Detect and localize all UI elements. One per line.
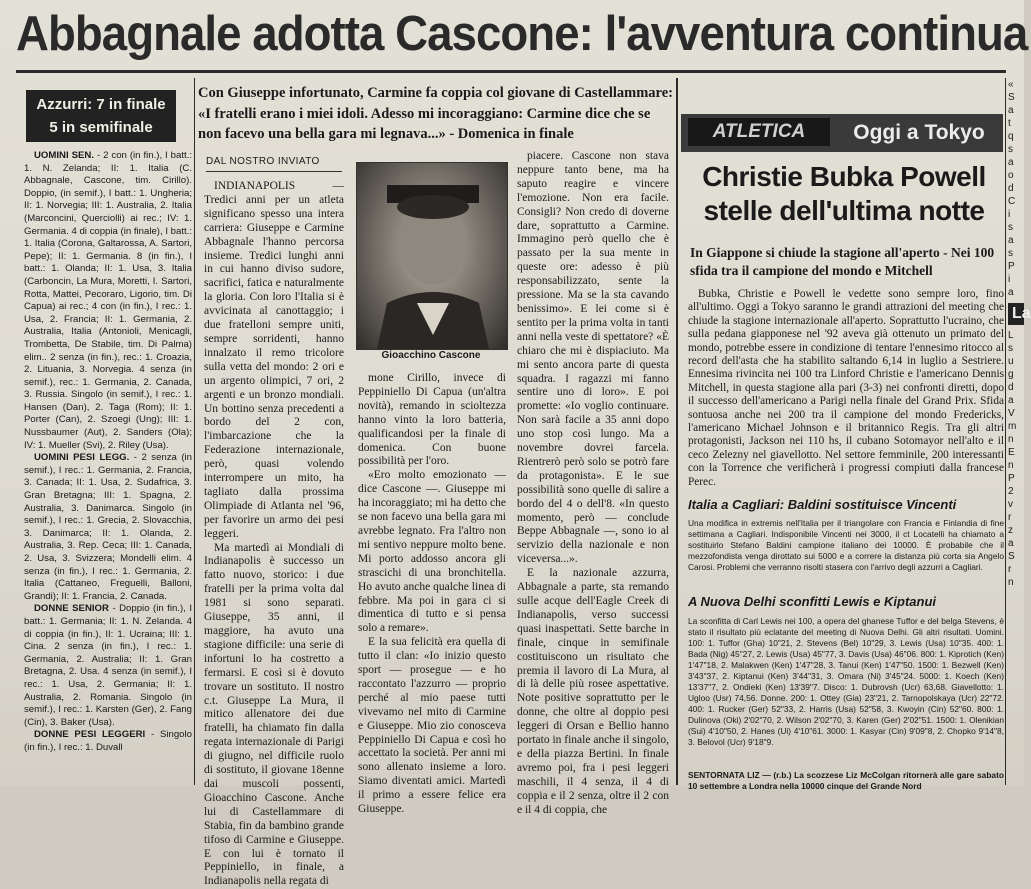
edge-line: v	[1008, 499, 1013, 510]
edge-line: P	[1008, 473, 1015, 484]
edge-line: m	[1008, 421, 1017, 432]
photo-caption: Gioacchino Cascone	[381, 350, 481, 361]
article-paragraph: «Ero molto emozionato — dice Cascone —. Giuseppe mi ha incoraggiato; mi ha detto che se non facevo una bella gara mi avrebbe legnato. Fra l'altro non mi sentivo neppure molto bene. Mi porto addosso ancora gli strascichi di una bronchitella. Ho avuto anche qualche linea di febbre. Ma poi in gara ci si dimentica di tutto e si pensa solo a remare».	[358, 469, 506, 635]
edge-line: q	[1008, 131, 1014, 142]
edge-line: n	[1008, 434, 1014, 445]
edge-line: s	[1008, 144, 1013, 155]
athletics-article	[688, 288, 1004, 488]
article-subheadline: Con Giuseppe infortunato, Carmine fa coppia col giovane di Castellammare: «I fratelli erano i miei idoli. Adesso mi incoraggiano: Carmine dice che se non facevo una bella gara mi legnava...» - Domenica in finale	[198, 85, 673, 142]
edge-line: a	[1008, 157, 1014, 168]
edge-line: L	[1008, 330, 1014, 341]
edge-line: i	[1008, 209, 1011, 220]
edge-line: s	[1008, 343, 1013, 354]
edge-line: C	[1008, 196, 1016, 207]
edge-line: a	[1008, 287, 1014, 298]
edge-line: a	[1008, 395, 1014, 406]
article-column-3	[517, 150, 670, 816]
portrait-figure	[357, 163, 507, 349]
edge-line: S	[1008, 92, 1015, 103]
edge-line: 2	[1008, 486, 1014, 497]
edge-line: r	[1008, 512, 1012, 523]
edge-line: s	[1008, 222, 1013, 233]
edge-line: d	[1008, 183, 1014, 194]
edge-line: r	[1008, 564, 1012, 575]
results-text: - 2 senza (in semif.), I rec.: 1. Germania, 2. Francia, 3. Canada; II: 1. Usa, 2. Sudafrica, 3. Gran Bretagna; III: 1. Spagna, 2. Australia, 3. Danimarca. Singolo (in semif.), I rec.: 1. Grecia, 2. Slovacchia, 3. Danimarca; II: 1. Olanda, 2. Australia, 3. Rep. Ceca; III: 1. Canada, 2. Usa, 3. Svizzera; Mondelli elim. 4 senza (in fin.), I rec.: 1. Germania, 2. Italia (Cattaneo, Freguelli, Balloni, Grandi); II: 1. Francia, 2. Canada.	[24, 452, 193, 602]
edge-line: s	[1008, 248, 1013, 259]
results-block	[24, 729, 192, 754]
edge-line: g	[1008, 369, 1014, 380]
article-paragraph: E la sua felicità era quella di tutto il clan: «Io inizio questo sport — prosegue — e ho raccontato l'azzurro — proprio perché al mio paese tutti vivevamo nel mito di Carmine e Giuseppe. Mio zio conosceva Peppiniello Di Capua e così ho accettato la società. Per anni mi sono allenato insieme a loro. Siamo diventati amici. Martedì il primo a essere felice era Giuseppe.	[358, 636, 506, 816]
portrait-photo	[356, 162, 508, 350]
edge-divider	[1005, 78, 1006, 785]
story3-title: A Nuova Delhi sconfitti Lewis e Kiptanui	[688, 594, 936, 609]
section-date: Oggi a Tokyo	[853, 121, 985, 144]
results-section-title: DONNE PESI LEGGERI	[34, 729, 146, 741]
edge-line: S	[1008, 551, 1015, 562]
article-paragraph: E la nazionale azzurra, Abbagnale a parte, sta remando sulle acque dell'Eagle Creek di Indianapolis, verso successi quasi inaspettati. Sette barche in finale, cinque in semifinale costituiscono un risultato che premia il lavoro di La Mura, al di là delle più rosee aspettative. Note positive soprattutto per le donne, che oltre al doppio pesi leggeri di Orsan e Bellio hanno portato in finale anche il singolo, e della piazza Bertini. In finale avremo poi, fra i pesi leggeri maschili, il 4 senza, il 4 di coppia e il 2 senza, oltre il 2 con e il 4 di coppia, che	[517, 567, 670, 816]
edge-line: o	[1008, 170, 1014, 181]
edge-line: u	[1008, 356, 1014, 367]
results-section-title: UOMINI SEN.	[34, 150, 94, 161]
edge-line: n	[1008, 460, 1014, 471]
edge-line: E	[1008, 447, 1015, 458]
edge-line: «	[1008, 79, 1014, 90]
right-column-divider	[676, 78, 678, 785]
story2-title: Italia a Cagliari: Baldini sostituisce Vincenti	[688, 497, 957, 512]
article-column-2	[358, 372, 506, 816]
article-paragraph: Ma martedì ai Mondiali di Indianapolis è successo un fatto nuovo, storico: i due fratelli per la prima volta dal 1981 si sono separati. Giuseppe, 35 anni, il maggiore, ha avuto una stagione difficile: una serie di infortuni lo ha costretto a fermarsi. E così si è dovuto trovare un sostituto. Il nostro c.t. Giuseppe La Mura, il mitico allenatore dei due fratelli, ha chiamato fin dalla regata internazionale di Parigi di giugno, nel difficile ruolo di sostituto, il giovane 18enne dai muscoli possenti, Gioacchino Cascone. Anche lui di Castellammare di Stabia, fin da bambino grande tifoso di Carmine e Giuseppe. E con lui è tornato il Peppiniello, in finale, a Indianapolis nella regata di	[204, 541, 344, 888]
headline-rule	[16, 70, 1006, 73]
athletics-deck: In Giappone si chiude la stagione all'aperto - Nei 100 sfida tra il campione del mondo e Mitchell	[690, 245, 995, 278]
article-paragraph: mone Cirillo, invece di Peppiniello Di Capua (un'altra novità), remando in scioltezza hanno vinto la loro batteria, qualificandosi per la finale di domenica. Con buone possibilità per l'oro.	[358, 372, 506, 468]
article-column-1	[204, 180, 344, 888]
results-text: - 2 con (in fin.), I batt.: 1. N. Zelanda; II: 1. Italia (C. Abbagnale, Cascone, tim. Cirillo). Doppio, (in semif.), I batt.: 1. Ungheria; II: 1. Norvegia; III: 1. Australia, 2. Italia (Marconcini, Querciolli) ai rec.; IV: 1. Germania. 4 di coppia (in finale), I batt.: 1. Italia (Corona, Galtarossa, A. Sartori, Pepe); II: 1. Germania. 8 (in fin.), I batt.: 1. Olanda; II: 1. Usa, 3. Italia (Carboncin, La Mura, Moretti, I. Sartori, Rotta, Mattei, Pecoraro, Ligorio, tim. Di Capua) ai rec.; 4 con (in fin.), I rec.: 1. Usa, 2. Francia; II: 1. Germania, 2. Australia, Italia (Antonioli, Menicagli, Trombetta, De Stabile, tim. Di Palma) elim.. 2 senza (in fin.), rec.: 1. Croazia, 2. Lituania, 3. Norvegia. 4 senza (in semif.), rec.: 1. Germania, 2. Canada, 3. Russia. Singolo (in semif.), I rec.: 1. Hansen (Dan), 2. Taga (Rom); II: 1. Porter (Can), 2. Szoegi (Ung); III: 1. Nussbaumer (Aut), 2. Sanders (Ola); IV: 1. Mueller (Svi), 2. Riley (Usa).	[24, 150, 193, 451]
results-block	[24, 603, 192, 729]
edge-line: a	[1008, 538, 1014, 549]
edge-line: n	[1008, 577, 1014, 588]
story3-text: La sconfitta di Carl Lewis nei 100, a opera del ghanese Tuffor e del belga Stevens, è stato il risultato più eclatante del meeting di Nuova Delhi. Gli altri risultati. Uomini. 100: 1. Tuffor (Gha) 10"21, 2. Stevens (Bel) 10"29, 3. Lewis (Usa) 10"35. 400: 1. Bada (Nig) 45"27, 2. Lewis (Usa) 45"77, 3. Davis (Usa) 46"06. 800: 1. Kiprotich (Ken) 1'47"18, 2. Malakwen (Ken) 1'47"28, 3. Tanui (Ken) 1'47"50. 1500: 1. Bezwell (Ken) 3'43"37, 2. Kiptanui (Ken) 3'44"31, 3. Omara (Ni) 3'45"24. 5000: 1. Koech (Ken) 13'37"7, 2. Ondieki (Ken) 13'39"7. Disco: 1. Dubrovsh (Ucr) 63,68. Giavellotto: 1. Ugloo (Usr) 74,56. Donne. 200: 1. Ottey (Gia) 23"21, 2. Tarnopolskaya (Ucr) 22"72. 400: 1. Rucker (Ger) 52"33, 2. Harris (Usa) 52"58, 3. Kwoyin (Cin) 52"60. 800: 1. Dulinova (Oki) 2'02"70, 2. Wilson 2'02"70, 3. Karen (Ger) 2'02"51. 1500: 1. Olenikian (Sui) 4'10"50, 2. Hanes (Ui) 4'10"61. 3000: 1. Kasyar (Cin) 9'09"8, 2. Chopko 9'14"8, 3. Belovol (Ucr) 9'18"9.	[688, 616, 1004, 747]
results-text: - Doppio (in fin.), I batt.: 1. Germania; II: 1. N. Zelanda. 4 di coppia (in fin.), II: 1. Ucraina; III: 1. Cina. 2 senza (in fin.), I rec.: 1. Germania, 2. Australia; II: 1. Gran Bretagna, 2. Usa. 4 senza (in semif.), I rec.: 1. Usa, 2. Germania; II: 1. Australia, 2. Romania. Singolo (in semif.), I rec.: 1. Karsten (Ger), 2. Fang (Cin), 3. Baker (Usa).	[24, 603, 192, 728]
edge-line: a	[1008, 235, 1014, 246]
results-section-title: DONNE SENIOR	[34, 603, 109, 615]
edge-line: t	[1008, 118, 1011, 129]
byline: DAL NOSTRO INVIATO	[206, 156, 342, 172]
results-section-title: UOMINI PESI LEGG.	[34, 452, 130, 464]
article-paragraph: Bubka, Christie e Powell le vedette sono sempre loro, fino all'ultimo. Oggi a Tokyo saranno le grandi attrazioni del meeting che chiude la stagione internazionale all'aperto. Soprattutto l'ucraino, che sulla pedana giapponese nel '92 aveva già ottenuto un primato del mondo, potrebbe essere in condizione di tentare l'ennesimo ritocco al record dell'asta che ha stabilito saltando 6,14 in luglio a Sestriere. Ennesima rivincita nei 100 tra Linford Christie e l'americano Dennis Mitchell, in questa stagione alla pari (3-3) nei confronti diretti, dopo il successo dell'americano a Parigi nella finale del Grand Prix. Sfida sontuosa anche nei 200 tra il campione del mondo Fredericks, l'americano Michael Johnson e il britannico Regis. Tra gli altri protagonisti, Jackson nei 110 hs, il cubano Sotomayor nell'alto e il ceco Zelezny nel giavellotto. Nel settore femminile, 200 interessanti con la Torrence che verificherà i progressi compiuti dalla francese Perec.	[688, 288, 1004, 488]
results-column	[24, 150, 192, 782]
results-block	[24, 150, 192, 452]
edge-line: a	[1008, 105, 1014, 116]
edge-line: z	[1008, 525, 1013, 536]
edge-box-label: La	[1008, 303, 1024, 325]
left-column-divider	[194, 78, 195, 785]
results-box-line-2: 5 in semifinale	[49, 119, 153, 136]
edge-line: V	[1008, 408, 1015, 419]
athletics-headline: Christie Bubka Powell stelle dell'ultima notte	[702, 161, 986, 226]
edge-line: i	[1008, 274, 1011, 285]
story4-text: SENTORNATA LIZ — (r.b.) La scozzese Liz McColgan ritornerà alle gare sabato 10 settembre a Londra nella 10000 cinque del Grande Nord	[688, 770, 1004, 791]
main-headline: Abbagnale adotta Cascone: l'avventura continua	[16, 7, 1028, 61]
results-box-head	[26, 90, 176, 142]
edge-line: d	[1008, 382, 1014, 393]
article-paragraph: piacere. Cascone non stava neppure tanto bene, ma ha saputo reagire e vincere l'emozione. Non era facile. Consigli? Non credo di doverne dare, soprattutto a Carmine. Immagino però quello che è passato per la sua mente in queste ore: adesso è più responsabilizzato, sente la pressione. Ma se la sta cavando benissimo». E lei come si è sentito per la prima volta in tanti anni nella veste di spettatore? «È chiaro che mi è dispiaciuto. Ma mi sento ancora parte di questa squadra. I ragazzi mi fanno sentire uno di loro». E poi promette: «Io voglio continuare. Non sarà facile a 35 anni dopo uno stop così lungo. Ma a novembre dovrei farcela. Rientrerò però solo se potrò fare da protagonista». E le sue possibilità sono quelle di salire a bordo del 4 o dell'8. «In questo momento, però — conclude Beppe Abbagnale —, sono io al servizio della nazionale e non viceversa...».	[517, 150, 669, 566]
article-paragraph: INDIANAPOLIS — Tredici anni per un atleta significano spesso una intera carriera: Giuseppe e Carmine Abbagnale l'hanno percorsa insieme. Tredici lunghi anni in cui hanno diviso sudore, sacrifici, fatica e naturalmente la gloria. Con loro l'Italia si è avvicinata al canottaggio; i due fratelloni sempre uniti, sempre sorridenti, hanno innalzato il remo tricolore sulla vetta del mondo: 2 ori e un argento olimpici, 7 ori, 2 argenti e un bronzo mondiali. Un bottino senza precedenti a bordo del 2 con, l'imbarcazione che la Federazione internazionale, però, quasi volendo interrompere un mito, ha tagliato dalla prossima Olimpiade di Atlanta nel '96, per favorire un armo dei pesi leggeri.	[204, 180, 344, 540]
results-box-line-1: Azzurri: 7 in finale	[36, 96, 166, 113]
story2-text: Una modifica in extremis nell'Italia per il triangolare con Francia e Finlandia di fine settimana a Cagliari. Indisponibile Vincenti nei 3000, il ct Locatelli ha chiamato a sostituirlo Stefano Baldini campione italiano dei 10000. È probabile che il mezzofondista venga dirottato sui 5000 e a correre la distanza più corta sia Angelo Carosi. Problemi che verranno risolti stasera con l'arrivo degli azzurri a Cagliari.	[688, 518, 1004, 572]
results-text: - Singolo (in fin.), I rec.: 1. Duvall	[24, 729, 192, 753]
edge-line: P	[1008, 261, 1015, 272]
adjacent-page-edge	[1008, 78, 1031, 785]
results-block	[24, 452, 192, 603]
section-label: ATLETICA	[688, 118, 830, 146]
